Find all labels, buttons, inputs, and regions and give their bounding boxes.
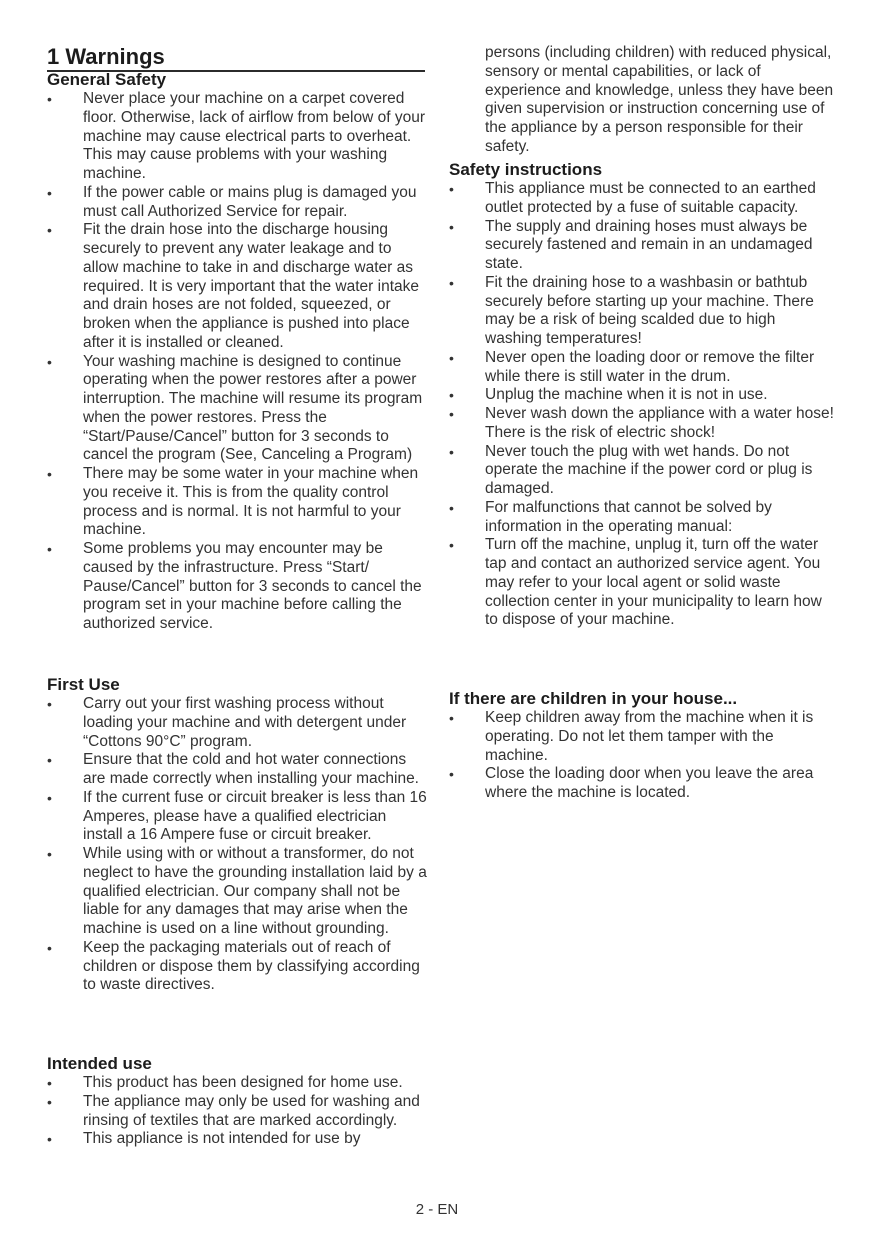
continued-paragraph: persons (including children) with reduced physical, sensory or mental capabilities, or lack of experience and knowledge, unless they have been given supervision or instruction concerning use of the appliance by a person responsible for their safety. <box>485 44 834 155</box>
section-general-safety <box>47 70 427 634</box>
intended-use-list <box>47 1074 427 1149</box>
bullet-icon: • <box>449 349 454 366</box>
list-item: • Turn off the machine, unplug it, turn off the water tap and contact an authorized service agent. You may refer to your local agent or solid waste collection center in your municipality to learn how to dispose of your machine. <box>449 536 822 629</box>
bullet-icon: • <box>449 218 454 235</box>
list-item: • This product has been designed for home use. <box>47 1074 403 1091</box>
bullet-icon: • <box>47 846 52 862</box>
list-item: • This appliance is not intended for use by <box>47 1130 361 1148</box>
section-title-children: If there are children in your house... <box>449 689 738 708</box>
bullet-icon: • <box>47 939 52 956</box>
list-item: • There may be some water in your machine when you receive it. This is from the quality control process and is normal. It is not harmful to your machine. <box>47 465 419 539</box>
bullet-icon: • <box>47 541 52 557</box>
list-item: • Never touch the plug with wet hands. Do not operate the machine if the power cord or plug is damaged. <box>449 442 813 497</box>
section-title-safety-instructions: Safety instructions <box>449 160 603 179</box>
section-title-first-use: First Use <box>47 675 120 694</box>
section-intended-use <box>47 1054 427 1149</box>
bullet-icon: • <box>47 696 52 712</box>
list-item: • The supply and draining hoses must always be securely fastened and remain in an undamaged state. <box>449 217 813 272</box>
list-item: • Never open the loading door or remove the filter while there is still water in the drum. <box>449 348 815 385</box>
bullet-icon: • <box>449 274 454 291</box>
children-list <box>449 709 834 803</box>
section-title-intended-use: Intended use <box>47 1054 152 1073</box>
bullet-icon: • <box>47 184 52 201</box>
bullet-icon: • <box>449 537 454 554</box>
general-safety-list <box>47 90 427 634</box>
list-item: • If the power cable or mains plug is damaged you must call Authorized Service for repair. <box>47 183 417 220</box>
safety-instructions-list <box>449 180 834 630</box>
list-item: • Never wash down the appliance with a water hose! There is the risk of electric shock! <box>449 405 834 441</box>
chapter-title: 1 Warnings <box>47 44 425 72</box>
list-item: • If the current fuse or circuit breaker is less than 16 Amperes, please have a qualified electrician install a 16 Ampere fuse or circuit breaker. <box>47 788 427 844</box>
list-item: • While using with or without a transformer, do not neglect to have the grounding installation laid by a qualified electrician. Our company shall not be liable for any damages that may arise when the machine is used on a line without grounding. <box>47 845 427 937</box>
bullet-icon: • <box>47 353 52 370</box>
list-item: • For malfunctions that cannot be solved by information in the operating manual: <box>449 498 772 535</box>
bullet-icon: • <box>47 466 52 482</box>
section-safety-instructions <box>449 160 834 630</box>
list-item: • The appliance may only be used for washing and rinsing of textiles that are marked accordingly. <box>47 1092 420 1129</box>
list-item: • This appliance must be connected to an earthed outlet protected by a fuse of suitable capacity. <box>449 180 816 216</box>
bullet-icon: • <box>449 406 454 422</box>
bullet-icon: • <box>449 443 454 460</box>
page-number: 2 - EN <box>415 1201 459 1218</box>
list-item: • Unplug the machine when it is not in use. <box>449 386 768 404</box>
list-item: • Some problems you may encounter may be caused by the infrastructure. Press “Start/ Pause/Cancel” button for 3 seconds to cancel the program set in your machine before calling the authorized service. <box>47 540 422 632</box>
bullet-icon: • <box>449 766 454 783</box>
bullet-icon: • <box>449 387 454 404</box>
bullet-icon: • <box>449 710 454 726</box>
list-item: • Carry out your first washing process without loading your machine and with detergent under “Cottons 90°C” program. <box>47 695 407 750</box>
bullet-icon: • <box>47 789 52 806</box>
first-use-list <box>47 695 427 995</box>
list-item: • Never place your machine on a carpet covered floor. Otherwise, lack of airflow from below of your machine may cause electrical parts to overheat. This may cause problems with your washing machine. <box>47 90 425 182</box>
list-item: • Ensure that the cold and hot water connections are made correctly when installing your machine. <box>47 751 419 787</box>
list-item: • Keep children away from the machine when it is operating. Do not let them tamper with the machine. <box>449 709 814 764</box>
bullet-icon: • <box>47 1075 52 1091</box>
list-item: • Keep the packaging materials out of reach of children or dispose them by classifying according to waste directives. <box>47 938 420 994</box>
list-item: • Fit the draining hose to a washbasin or bathtub securely before starting up your machine. There may be a risk of being scalded due to high washing temperatures! <box>449 273 814 347</box>
list-item: • Close the loading door when you leave the area where the machine is located. <box>449 765 814 801</box>
intended-use-continuation <box>449 44 834 157</box>
section-children <box>449 689 834 803</box>
section-title-general-safety: General Safety <box>47 70 167 89</box>
bullet-icon: • <box>47 1093 52 1110</box>
section-first-use <box>47 675 427 995</box>
list-item: • Fit the drain hose into the discharge housing securely to prevent any water leakage and to allow machine to take in and discharge water as required. It is very important that the water intake and drain hoses are not folded, squeezed, or broken when the appliance is pushed into place after it is installed or cleaned. <box>47 221 419 351</box>
list-item: • Your washing machine is designed to continue operating when the power restores after a power interruption. The machine will resume its program when the power restores. Press the “Start/Pause/Cancel” button for 3 seconds to cancel the program (See, Canceling a Program) <box>47 352 423 464</box>
bullet-icon: • <box>47 752 52 769</box>
bullet-icon: • <box>449 181 454 197</box>
bullet-icon: • <box>47 222 52 239</box>
bullet-icon: • <box>47 91 52 107</box>
bullet-icon: • <box>449 499 454 516</box>
bullet-icon: • <box>47 1131 52 1148</box>
